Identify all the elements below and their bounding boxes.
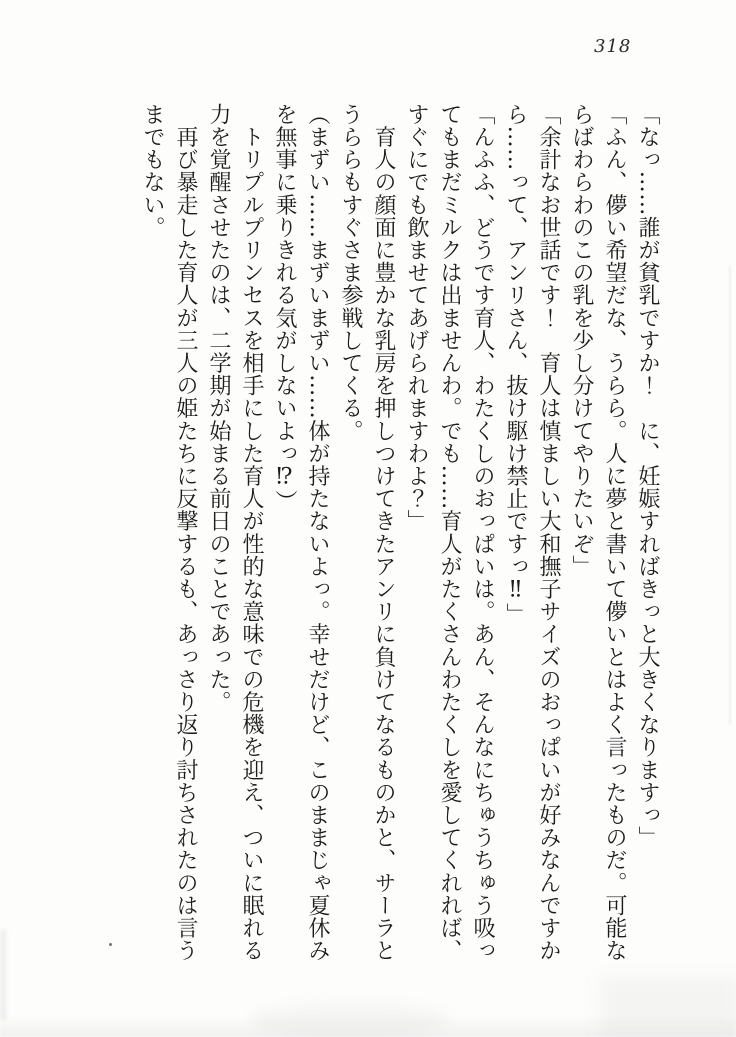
scan-smudge — [250, 1003, 450, 1037]
text-line: 「ふん、儚い希望だな、うらら。人に夢と書いて儚いとはよく言ったものだ。可能な — [602, 103, 627, 962]
text-line: 再び暴走した育人が三人の姫たちに反撃するも、あっさり返り討ちされたのは言う — [173, 103, 198, 962]
text-line: うららもすぐさま参戦してくる。 — [338, 103, 363, 442]
text-line: 育人の顔面に豊かな乳房を押しつけてきたアンリに負けてなるものかと、サーラと — [371, 103, 396, 962]
text-line: トリプルプリンセスを相手にした育人が性的な意味での危機を迎え、ついに眠れる — [239, 103, 264, 962]
text-line: 力を覚醒させたのは、二学期が始まる前日のことであった。 — [206, 103, 231, 714]
scan-smudge — [600, 977, 736, 1037]
text-line: 「なっ……誰が貧乳ですか！ に、妊娠すればきっと大きくなりますっ」 — [635, 103, 660, 849]
text-block — [136, 103, 664, 965]
scan-smudge — [0, 1015, 736, 1037]
text-line: を無事に乗りきれる気がしないよっ⁉） — [272, 103, 297, 513]
text-line: までもない。 — [140, 103, 165, 239]
scan-edge-artifact — [729, 265, 731, 725]
text-line: すぐにでも飲ませてあげられますわよ？」 — [404, 103, 429, 533]
text-line: てもまだミルクは出ませんわ。でも……育人がたくさんわたくしを愛してくれれば、 — [437, 103, 462, 962]
text-line: （まずい……まずいまずい……体が持たないよっ。幸せだけど、このままじゃ夏休み — [305, 103, 330, 962]
text-line: らばわらわのこの乳を少し分けてやりたいぞ」 — [569, 103, 594, 578]
text-line: 「余計なお世話です！ 育人は慎ましい大和撫子サイズのおっぱいが好みなんですか — [536, 103, 561, 962]
page-number: 318 — [594, 36, 632, 57]
scan-speck — [109, 943, 112, 946]
text-line: ら……って、アンリさん、抜け駆け禁止ですっ‼」 — [503, 103, 528, 626]
text-line: 「んふふ、どうです育人、わたくしのおっぱいは。あん、そんなにちゅうちゅう吸っ — [470, 103, 495, 962]
scan-edge-artifact — [0, 930, 6, 1020]
